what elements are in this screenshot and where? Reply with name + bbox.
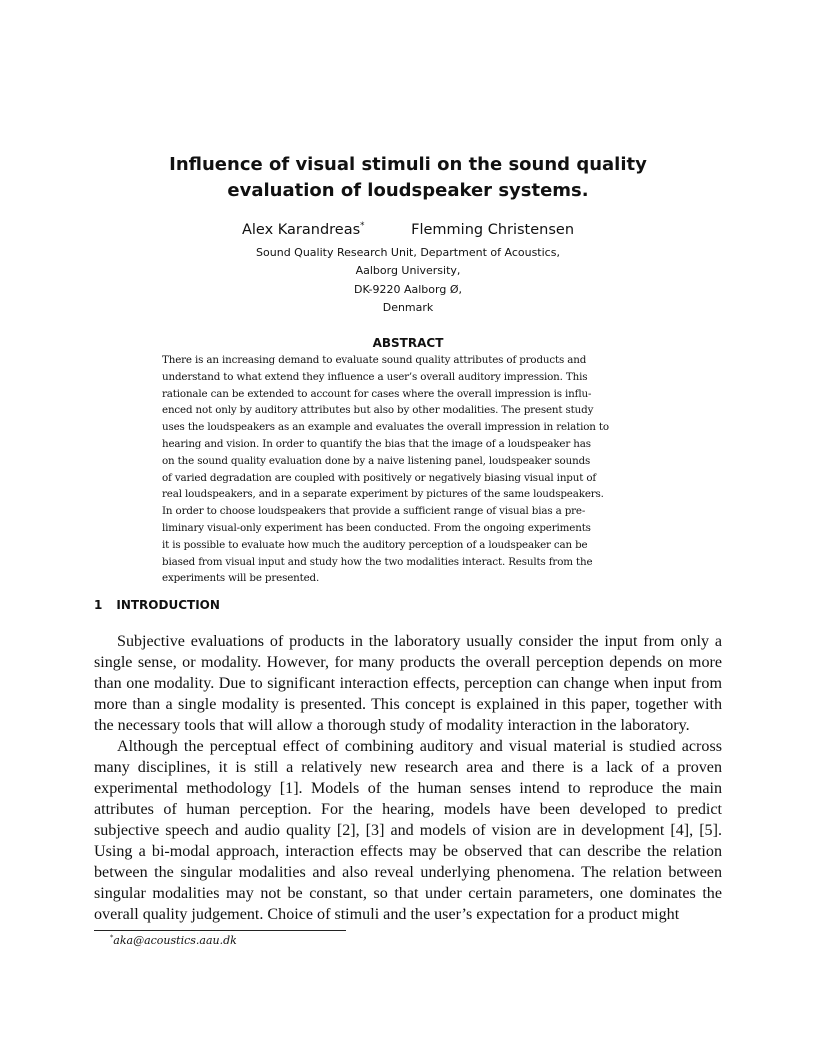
footnote: [110, 934, 237, 947]
section-number: 1: [94, 598, 103, 612]
abstract-line: experiments will be presented.: [162, 572, 320, 585]
body-paragraph-2: Although the perceptual effect of combining auditory and visual material is studied across many disciplines, it is still a relatively new research area and there is a lack of a proven experimental methodology [1]. Models of the human senses intend to reproduce the main attributes of human perception. For the hearing, models have been developed to predict subjective speech and audio quality [2], [3] and models of vision are in development [4], [5]. Using a bi-modal approach, interaction effects may be observed that can describe the relation between the singular modalities and also reveal underlying phenomena. The relation between singular modalities may not be constant, so that under certain parameters, one dominates the overall quality judgement. Choice of stimuli and the user’s expectation for a product might: [94, 738, 722, 923]
author-1: [242, 222, 365, 238]
footnote-rule: [94, 930, 346, 931]
author-list: [120, 222, 696, 238]
affiliation-line: Aalborg University,: [355, 264, 461, 278]
introduction-body: [94, 631, 722, 925]
abstract-line: of varied degradation are coupled with positively or negatively biasing visual input of: [162, 471, 597, 484]
title-line-1: Influence of visual stimuli on the sound quality: [169, 154, 647, 175]
affiliation-line: DK-9220 Aalborg Ø,: [354, 282, 462, 296]
abstract-line: uses the loudspeakers as an example and evaluates the overall impression in relation to: [162, 421, 609, 434]
abstract-line: liminary visual-only experiment has been conducted. From the ongoing experiments: [162, 521, 591, 534]
footnote-mark: *: [110, 933, 114, 942]
affiliation: [120, 244, 696, 317]
abstract-line: There is an increasing demand to evaluate sound quality attributes of products and: [162, 354, 587, 366]
abstract-line: enced not only by auditory attributes but also by other modalities. The present study: [162, 404, 594, 417]
title-line-2: evaluation of loudspeaker systems.: [227, 180, 589, 201]
author-1-name: Alex Karandreas: [241, 222, 361, 238]
affiliation-line: Sound Quality Research Unit, Department of Acoustics,: [256, 246, 560, 259]
abstract-line: biased from visual input and study how the two modalities interact. Results from the: [162, 555, 593, 568]
affiliation-line: Denmark: [382, 300, 434, 314]
footnote-email: aka@acoustics.aau.dk: [113, 934, 237, 947]
abstract-body: [162, 352, 655, 587]
section-heading: [94, 598, 220, 612]
abstract-line: In order to choose loudspeakers that provide a sufficient range of visual bias a pre-: [162, 505, 586, 518]
author-1-footnote-mark: *: [360, 221, 365, 232]
abstract-line: on the sound quality evaluation done by a naive listening panel, loudspeaker sounds: [162, 454, 591, 467]
paper-title: [120, 152, 696, 204]
section-title: INTRODUCTION: [116, 598, 220, 612]
abstract-line: hearing and vision. In order to quantify the bias that the image of a loudspeaker has: [162, 437, 591, 450]
abstract-line: it is possible to evaluate how much the auditory perception of a loudspeaker can be: [162, 538, 588, 551]
abstract-line: understand to what extend they influence a user’s overall auditory impression. This: [162, 370, 588, 383]
abstract-heading: ABSTRACT: [372, 336, 444, 350]
abstract-line: rationale can be extended to account for cases where the overall impression is influ-: [162, 387, 592, 400]
author-2: Flemming Christensen: [411, 222, 575, 238]
abstract-line: real loudspeakers, and in a separate experiment by pictures of the same loudspeakers.: [162, 488, 604, 501]
body-paragraph-1: Subjective evaluations of products in the laboratory usually consider the input from only a single sense, or modality. However, for many products the overall perception depends on more than one modality. Due to significant interaction effects, perception can change when input from more than a single modality is presented. This concept is explained in this paper, together with the necessary tools that will allow a thorough study of modality interaction in the laboratory.: [94, 633, 722, 734]
